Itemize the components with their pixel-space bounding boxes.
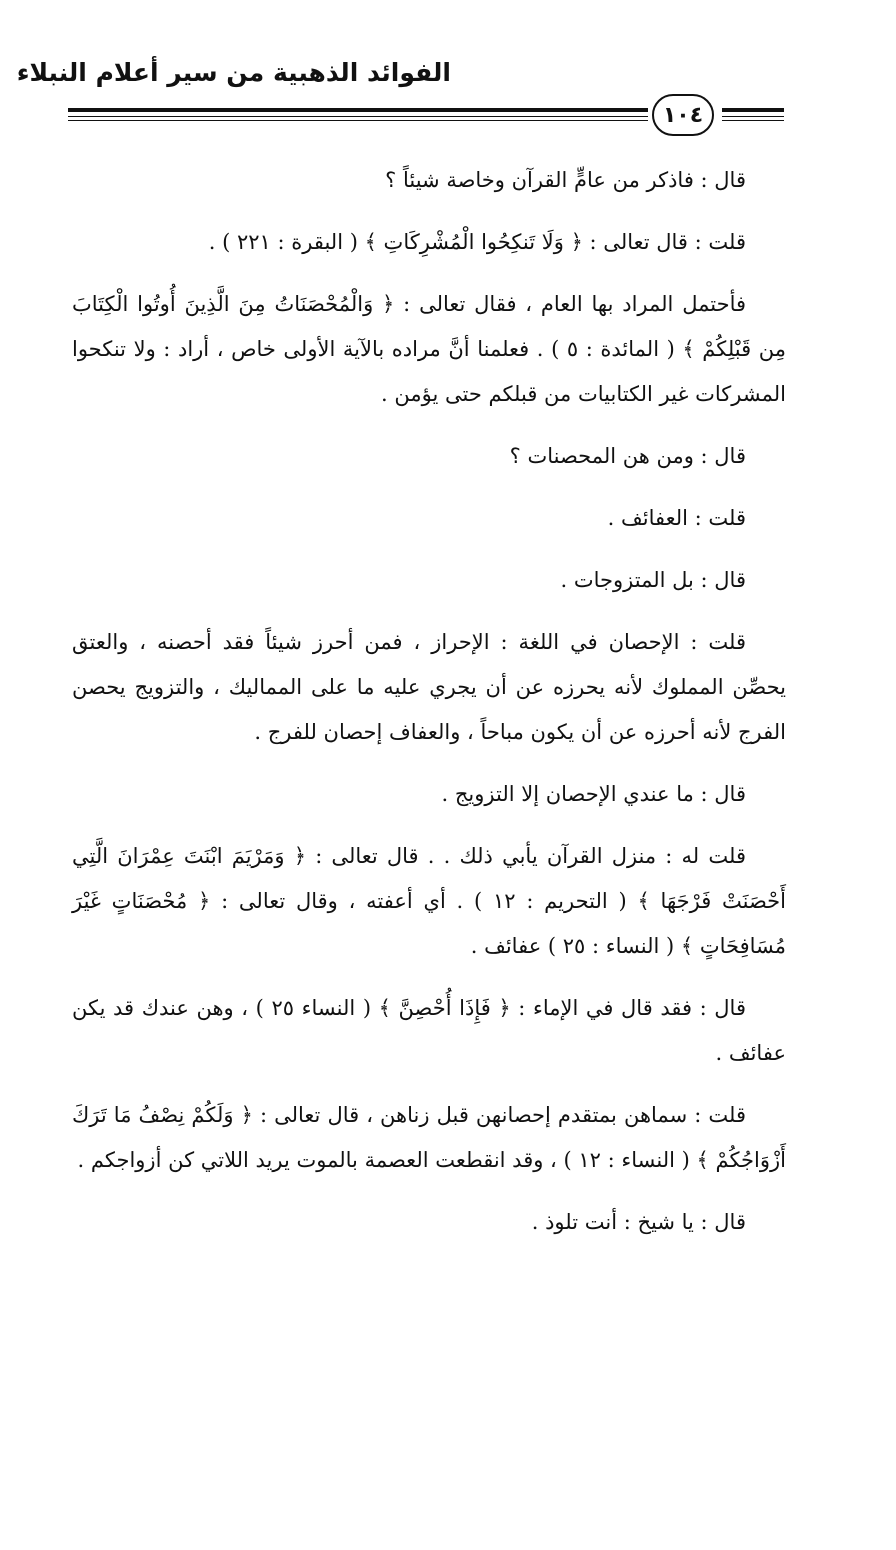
header-rule bbox=[68, 120, 648, 121]
paragraph: قال : بل المتزوجات . bbox=[560, 568, 746, 592]
paragraph: قلت : العفائف . bbox=[607, 506, 746, 530]
paragraph: قال : ومن هن المحصنات ؟ bbox=[509, 444, 746, 468]
page-number: ١٠٤ bbox=[652, 94, 714, 136]
header-rule bbox=[722, 116, 784, 117]
running-header-title: الفوائد الذهبية من سير أعلام النبلاء bbox=[16, 58, 451, 87]
paragraph: قال : فقد قال في الإماء : ﴿ فَإِذَا أُحْصِنَّ ﴾ ( النساء ٢٥ ) ، وهن عندك قد يكن عفائف . bbox=[72, 996, 786, 1065]
paragraph: قال : فاذكر من عامٍّ القرآن وخاصة شيئاً ؟ bbox=[385, 168, 746, 192]
header-rule bbox=[722, 120, 784, 121]
header-rule bbox=[68, 116, 648, 117]
header-rule bbox=[722, 108, 784, 112]
paragraph: قلت : سماهن بمتقدم إحصانهن قبل زناهن ، قال تعالى : ﴿ وَلَكُمْ نِصْفُ مَا تَرَكَ أَزْوَاجُكُمْ ﴾ ( النساء : ١٢ ) ، وقد انقطعت العصمة بالموت يريد اللاتي كن أزواجكم . bbox=[72, 1103, 786, 1172]
paragraph: قال : ما عندي الإحصان إلا التزويج . bbox=[441, 782, 746, 806]
paragraph: قلت : قال تعالى : ﴿ وَلَا تَنكِحُوا الْمُشْرِكَاتِ ﴾ ( البقرة : ٢٢١ ) . bbox=[208, 230, 746, 254]
header-rule bbox=[68, 108, 648, 112]
paragraph: قلت له : منزل القرآن يأبي ذلك . . قال تعالى : ﴿ وَمَرْيَمَ ابْنَتَ عِمْرَانَ الَّتِي أَحْصَنَتْ فَرْجَهَا ﴾ ( التحريم : ١٢ ) . أي أعفته ، وقال تعالى : ﴿ مُحْصَنَاتٍ غَيْرَ مُسَافِحَاتٍ ﴾ ( النساء : ٢٥ ) عفائف . bbox=[72, 844, 786, 958]
paragraph: قال : يا شيخ : أنت تلوذ . bbox=[531, 1210, 746, 1234]
paragraph: قلت : الإحصان في اللغة : الإحراز ، فمن أحرز شيئاً فقد أحصنه ، والعتق يحصِّن المملوك لأنه يحرزه عن أن يجري عليه ما على المماليك ، والتزويج يحصن الفرج لأنه أحرزه عن أن يكون مباحاً ، والعفاف إحصان للفرج . bbox=[72, 630, 786, 744]
body-text bbox=[72, 158, 786, 1262]
paragraph: فأحتمل المراد بها العام ، فقال تعالى : ﴿ وَالْمُحْصَنَاتُ مِنَ الَّذِينَ أُوتُوا الْكِتَابَ مِن قَبْلِكُمْ ﴾ ( المائدة : ٥ ) . فعلمنا أنَّ مراده بالآية الأولى خاص ، أراد : ولا تنكحوا المشركات غير الكتابيات من قبلكم حتى يؤمن . bbox=[72, 292, 786, 406]
